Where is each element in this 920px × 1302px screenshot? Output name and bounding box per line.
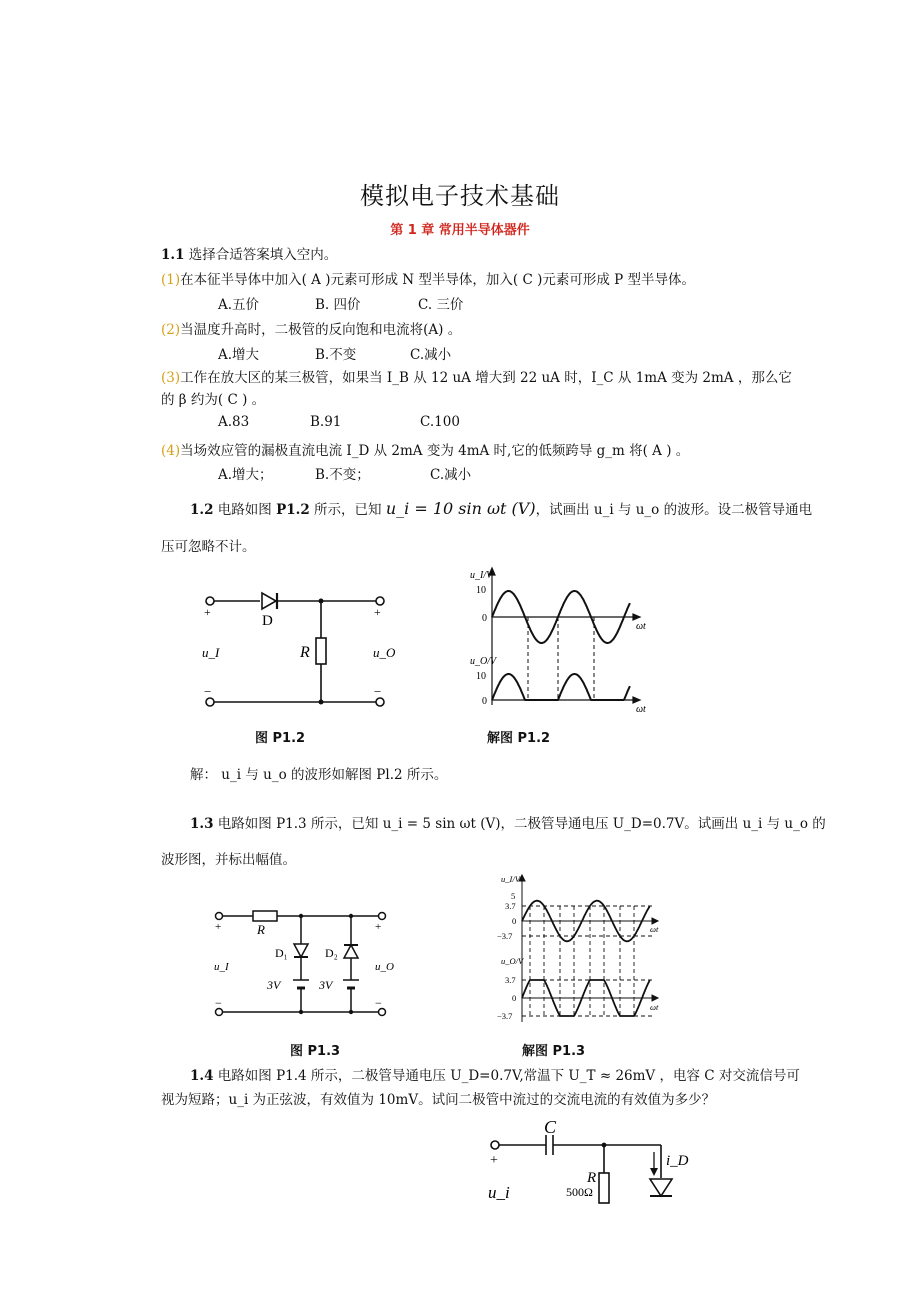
caption-sol-p1-2: 解图 P1.2 — [487, 731, 551, 746]
q12-answer: 解： u_i 与 u_o 的波形如解图 Pl.2 所示。 — [190, 767, 448, 783]
q14-text: 1.4 电路如图 P1.4 所示，二极管导通电压 U_D=0.7V,常温下 U_T ≈ 26mV ，电容 C 对交流信号可 — [190, 1068, 800, 1084]
svg-text:u_I/V: u_I/V — [501, 874, 520, 884]
q11-item1-opt-b: B. 四价 — [315, 297, 361, 313]
svg-text:u_I/V: u_I/V — [470, 570, 493, 581]
svg-text:0: 0 — [512, 916, 517, 926]
svg-text:−: − — [375, 996, 382, 1010]
circuit-p1-2 — [190, 580, 400, 715]
svg-text:+: + — [215, 921, 222, 933]
svg-text:0: 0 — [482, 613, 487, 624]
diode-d2-icon — [344, 945, 358, 958]
svg-text:−3.7: −3.7 — [497, 931, 513, 941]
svg-text:ωt: ωt — [636, 704, 646, 715]
svg-text:D: D — [262, 613, 273, 629]
svg-text:−: − — [215, 996, 222, 1010]
q11-item1-opt-c: C. 三价 — [418, 297, 464, 313]
svg-text:+: + — [374, 605, 381, 619]
circuit-p1-4 — [480, 1118, 690, 1302]
svg-text:5: 5 — [511, 891, 516, 901]
q13-text: 1.3 电路如图 P1.3 所示，已知 u_i = 5 sin ωt (V)，二极管导通电压 U_D=0.7V。试画出 u_i 与 u_o 的 — [190, 816, 826, 832]
svg-text:R: R — [587, 1170, 597, 1186]
q12-text: 1.2 电路如图 P1.2 所示，已知 u_i = 10 sin ωt (V)，试画出 u_i 与 u_o 的波形。设二极管导通电 — [190, 499, 813, 518]
svg-text:0: 0 — [482, 696, 487, 707]
graph-p1-2-output-wave — [492, 674, 630, 700]
svg-text:−: − — [374, 684, 382, 699]
svg-text:u_O/V: u_O/V — [470, 656, 497, 667]
svg-text:0: 0 — [512, 993, 517, 1003]
svg-text:D₂: D₂ — [325, 946, 338, 960]
q11-item3-opt-c: C.100 — [420, 414, 460, 430]
circuit-p1-3 — [205, 900, 395, 1025]
svg-text:−3.7: −3.7 — [497, 1011, 513, 1021]
svg-text:R: R — [300, 644, 310, 661]
svg-text:u_I: u_I — [202, 645, 220, 660]
caption-p1-2: 图 P1.2 — [255, 731, 306, 746]
svg-text:u_O: u_O — [375, 961, 394, 973]
svg-text:ωt: ωt — [650, 1002, 659, 1012]
q11-item4-opt-b: B.不变； — [315, 467, 370, 483]
q11-item3: (3)工作在放大区的某三极管，如果当 I_B 从 12 uA 增大到 22 uA 时，I_C 从 1mA 变为 2mA ，那么它 — [161, 370, 792, 386]
svg-text:+: + — [375, 921, 382, 933]
q11-item4-opt-c: C.减小 — [430, 467, 472, 483]
svg-text:3V: 3V — [319, 978, 333, 992]
q11-item1: (1)在本征半导体中加入( A )元素可形成 N 型半导体，加入( C )元素可形成 P 型半导体。 — [161, 272, 695, 288]
caption-p1-3: 图 P1.3 — [290, 1044, 341, 1059]
q11-item2-opt-b: B.不变 — [315, 347, 357, 363]
svg-text:ωt: ωt — [636, 621, 646, 632]
q11-item3-opt-b: B.91 — [310, 414, 342, 430]
svg-text:3.7: 3.7 — [505, 975, 516, 985]
svg-text:ωt: ωt — [650, 924, 659, 934]
svg-text:i_D: i_D — [666, 1153, 689, 1169]
q12-text-cont: 压可忽略不计。 — [161, 539, 256, 555]
svg-text:u_I: u_I — [214, 961, 229, 973]
svg-text:+: + — [204, 605, 211, 619]
q11-item4-opt-a: A.增大； — [218, 467, 273, 483]
svg-text:10: 10 — [476, 585, 486, 596]
graph-p1-2 — [462, 565, 657, 715]
svg-text:3V: 3V — [267, 978, 281, 992]
q11-item3-cont: 的 β 约为( C ) 。 — [161, 392, 266, 408]
page-title: 模拟电子技术基础 — [360, 182, 560, 210]
q11-item2: (2)当温度升高时，二极管的反向饱和电流将(A) 。 — [161, 322, 462, 338]
svg-text:3.7: 3.7 — [505, 901, 516, 911]
caption-sol-p1-3: 解图 P1.3 — [522, 1044, 586, 1059]
svg-text:−: − — [204, 684, 212, 699]
q11-item2-opt-a: A.增大 — [218, 347, 260, 363]
graph-p1-3 — [492, 872, 672, 1027]
svg-text:10: 10 — [476, 671, 486, 682]
q11-item2-opt-c: C.减小 — [410, 347, 452, 363]
svg-text:500Ω: 500Ω — [566, 1185, 593, 1199]
svg-text:+: + — [490, 1153, 498, 1168]
q11-intro: 1.1 选择合适答案填入空内。 — [161, 247, 338, 263]
svg-text:R: R — [257, 922, 265, 937]
q13-text-cont: 波形图，并标出幅值。 — [161, 852, 296, 868]
diode-icon — [262, 593, 276, 609]
svg-text:u_i: u_i — [488, 1183, 510, 1202]
q11-item4: (4)当场效应管的漏极直流电流 I_D 从 2mA 变为 4mA 时,它的低频跨导 g_m 将( A ) 。 — [161, 443, 690, 459]
diode-d1-icon — [294, 944, 308, 957]
svg-text:D₁: D₁ — [275, 946, 288, 960]
svg-text:C: C — [544, 1118, 557, 1137]
q11-item3-opt-a: A.83 — [218, 414, 250, 430]
q14-text-cont: 视为短路；u_i 为正弦波，有效值为 10mV。试问二极管中流过的交流电流的有效值为多少？ — [161, 1092, 716, 1108]
diode-icon — [650, 1179, 672, 1196]
chapter-heading: 第 1 章 常用半导体器件 — [390, 223, 530, 238]
svg-text:u_O/V: u_O/V — [501, 956, 524, 966]
q11-item1-opt-a: A.五价 — [218, 297, 260, 313]
svg-text:u_O: u_O — [373, 645, 396, 660]
